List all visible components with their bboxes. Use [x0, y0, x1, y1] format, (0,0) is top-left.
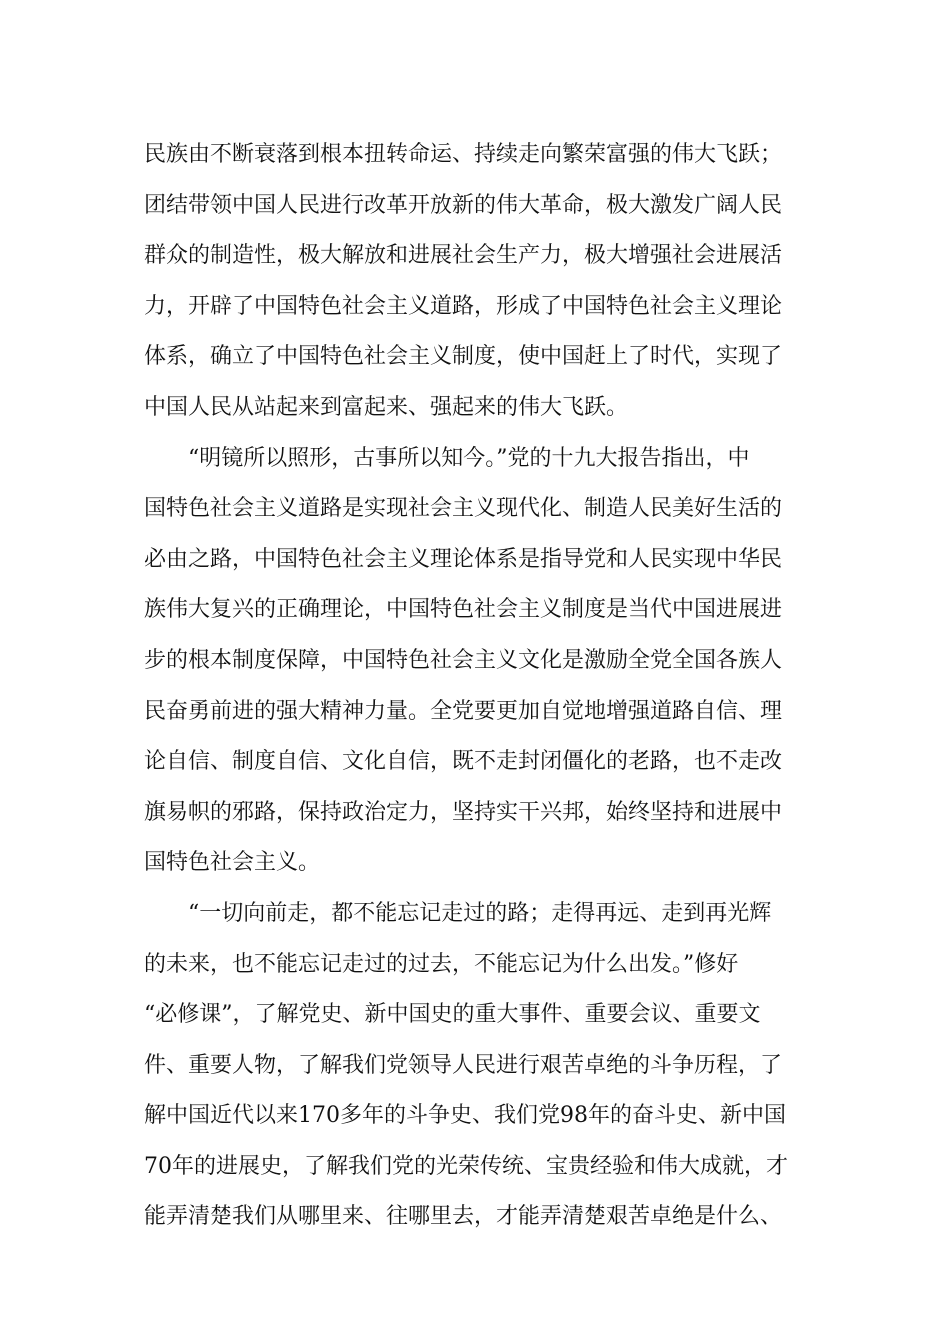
text-line: 力，开辟了中国特色社会主义道路，形成了中国特色社会主义理论 — [144, 293, 783, 319]
text-line: 论自信、制度自信、文化自信，既不走封闭僵化的老路，也不走改 — [144, 749, 783, 775]
text-line: 族伟大复兴的正确理论，中国特色社会主义制度是当代中国进展进 — [144, 597, 783, 623]
text-line: 件、重要人物，了解我们党领导人民进行艰苦卓绝的斗争历程，了 — [144, 1052, 783, 1078]
text-line: 民族由不断衰落到根本扭转命运、持续走向繁荣富强的伟大飞跃； — [144, 142, 783, 167]
text-line: “必修课”，了解党史、新中国史的重大事件、重要会议、重要文 — [144, 1002, 761, 1028]
text-line: 步的根本制度保障，中国特色社会主义文化是激励全党全国各族人 — [144, 647, 783, 673]
text-line: 旗易帜的邪路，保持政治定力，坚持实干兴邦，始终坚持和进展中 — [144, 799, 783, 825]
text-line: 国特色社会主义。 — [144, 850, 321, 876]
body-text — [144, 130, 824, 1243]
paragraph-first-line: “明镜所以照形，古事所以知今。”党的十九大报告指出，中 — [188, 445, 750, 471]
text-line: 国特色社会主义道路是实现社会主义现代化、制造人民美好生活的 — [144, 496, 783, 522]
text-line: 群众的制造性，极大解放和进展社会生产力，极大增强社会进展活 — [144, 243, 783, 269]
text-line: 必由之路，中国特色社会主义理论体系是指导党和人民实现中华民 — [144, 546, 783, 572]
text-line: 体系，确立了中国特色社会主义制度，使中国赶上了时代，实现了 — [144, 344, 783, 370]
text-line: 中国人民从站起来到富起来、强起来的伟大飞跃。 — [144, 394, 629, 420]
text-line: 的未来，也不能忘记走过的过去，不能忘记为什么出发。”修好 — [144, 951, 739, 977]
paragraph-first-line: “一切向前走，都不能忘记走过的路；走得再远、走到再光辉 — [188, 900, 772, 926]
text-line: 解中国近代以来170多年的斗争史、我们党98年的奋斗史、新中国 — [144, 1103, 786, 1129]
text-line: 民奋勇前进的强大精神力量。全党要更加自觉地增强道路自信、理 — [144, 698, 783, 724]
text-line: 团结带领中国人民进行改革开放新的伟大革命，极大激发广阔人民 — [144, 192, 783, 218]
text-line: 70年的进展史，了解我们党的光荣传统、宝贵经验和伟大成就，才 — [144, 1153, 788, 1179]
text-line: 能弄清楚我们从哪里来、往哪里去，才能弄清楚艰苦卓绝是什么、 — [144, 1204, 783, 1230]
